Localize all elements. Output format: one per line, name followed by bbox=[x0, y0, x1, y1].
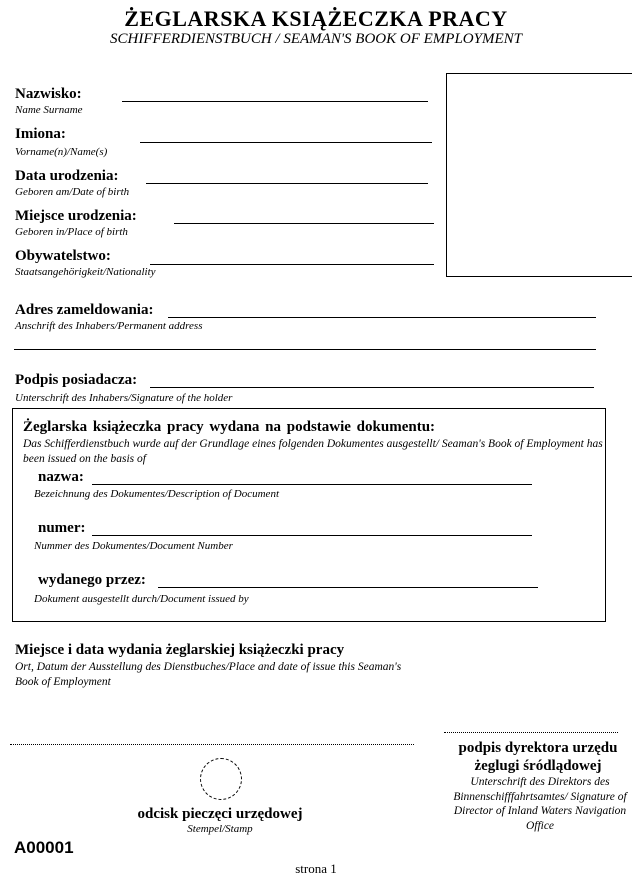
issue-place-label: Miejsce i data wydania żeglarskiej książeczki pracy bbox=[15, 642, 345, 658]
names-field[interactable] bbox=[140, 142, 432, 143]
surname-field[interactable] bbox=[122, 101, 428, 102]
names-label: Imiona: bbox=[15, 126, 66, 142]
surname-sublabel: Name Surname bbox=[15, 104, 83, 116]
birth-place-label: Miejsce urodzenia: bbox=[15, 208, 137, 224]
director-signature-sublabel: Unterschrift des Direktors des Binnenschifffahrtsamtes/ Signature of Director of Inland Waters Navigation Office bbox=[453, 776, 627, 832]
document-number-sublabel: Nummer des Dokumentes/Document Number bbox=[34, 540, 233, 552]
birth-date-label: Data urodzenia: bbox=[15, 168, 119, 184]
names-sublabel: Vorname(n)/Name(s) bbox=[15, 146, 108, 158]
document-name-field[interactable] bbox=[92, 484, 532, 485]
page-subtitle: SCHIFFERDIENSTBUCH / SEAMAN'S BOOK OF EMPLOYMENT bbox=[110, 31, 522, 47]
birth-place-field[interactable] bbox=[174, 223, 434, 224]
director-signature-label: podpis dyrektora urzędu żeglugi śródlądowej bbox=[458, 740, 618, 774]
holder-signature-label: Podpis posiadacza: bbox=[15, 372, 138, 388]
document-name-label: nazwa: bbox=[38, 469, 84, 485]
document-issued-by-sublabel: Dokument ausgestellt durch/Document issued by bbox=[34, 593, 249, 605]
address-field[interactable] bbox=[168, 317, 596, 318]
nationality-label: Obywatelstwo: bbox=[15, 248, 111, 264]
birth-place-sublabel: Geboren in/Place of birth bbox=[15, 226, 128, 238]
page-title: ŻEGLARSKA KSIĄŻECZKA PRACY bbox=[124, 6, 508, 31]
serial-number: A00001 bbox=[14, 838, 74, 857]
document-name-sublabel: Bezeichnung des Dokumentes/Description of Document bbox=[34, 488, 279, 500]
birth-date-sublabel: Geboren am/Date of birth bbox=[15, 186, 130, 198]
stamp-sublabel: Stempel/Stamp bbox=[187, 823, 253, 835]
document-basis-heading: Żeglarska książeczka pracy wydana na podstawie dokumentu: bbox=[23, 419, 436, 435]
document-number-label: numer: bbox=[38, 520, 86, 536]
address-sublabel: Anschrift des Inhabers/Permanent address bbox=[15, 320, 203, 332]
birth-date-field[interactable] bbox=[146, 183, 428, 184]
document-basis-sublabel: Das Schifferdienstbuch wurde auf der Grundlage eines folgenden Dokumentes ausgestellt/ Seaman's Book of Employment has been issued on the basis of bbox=[23, 438, 603, 465]
issue-place-sublabel: Ort, Datum der Ausstellung des Dienstbuches/Place and date of issue this Seaman's Book of Employment bbox=[15, 661, 402, 688]
document-issued-by-field[interactable] bbox=[158, 587, 538, 588]
nationality-field[interactable] bbox=[150, 264, 434, 265]
issue-place-signature-line[interactable] bbox=[10, 744, 414, 745]
director-signature-line[interactable] bbox=[444, 732, 618, 733]
photo-frame bbox=[446, 73, 632, 277]
nationality-sublabel: Staatsangehörigkeit/Nationality bbox=[15, 266, 156, 278]
page-number: strona 1 bbox=[295, 861, 337, 876]
stamp-circle bbox=[200, 758, 242, 800]
holder-signature-sublabel: Unterschrift des Inhabers/Signature of the holder bbox=[15, 392, 233, 404]
address-label: Adres zameldowania: bbox=[15, 302, 154, 318]
stamp-label: odcisk pieczęci urzędowej bbox=[137, 806, 303, 822]
document-issued-by-label: wydanego przez: bbox=[38, 572, 146, 588]
address-field-line-2[interactable] bbox=[14, 349, 596, 350]
surname-label: Nazwisko: bbox=[15, 86, 82, 102]
holder-signature-field[interactable] bbox=[150, 387, 594, 388]
document-number-field[interactable] bbox=[92, 535, 532, 536]
